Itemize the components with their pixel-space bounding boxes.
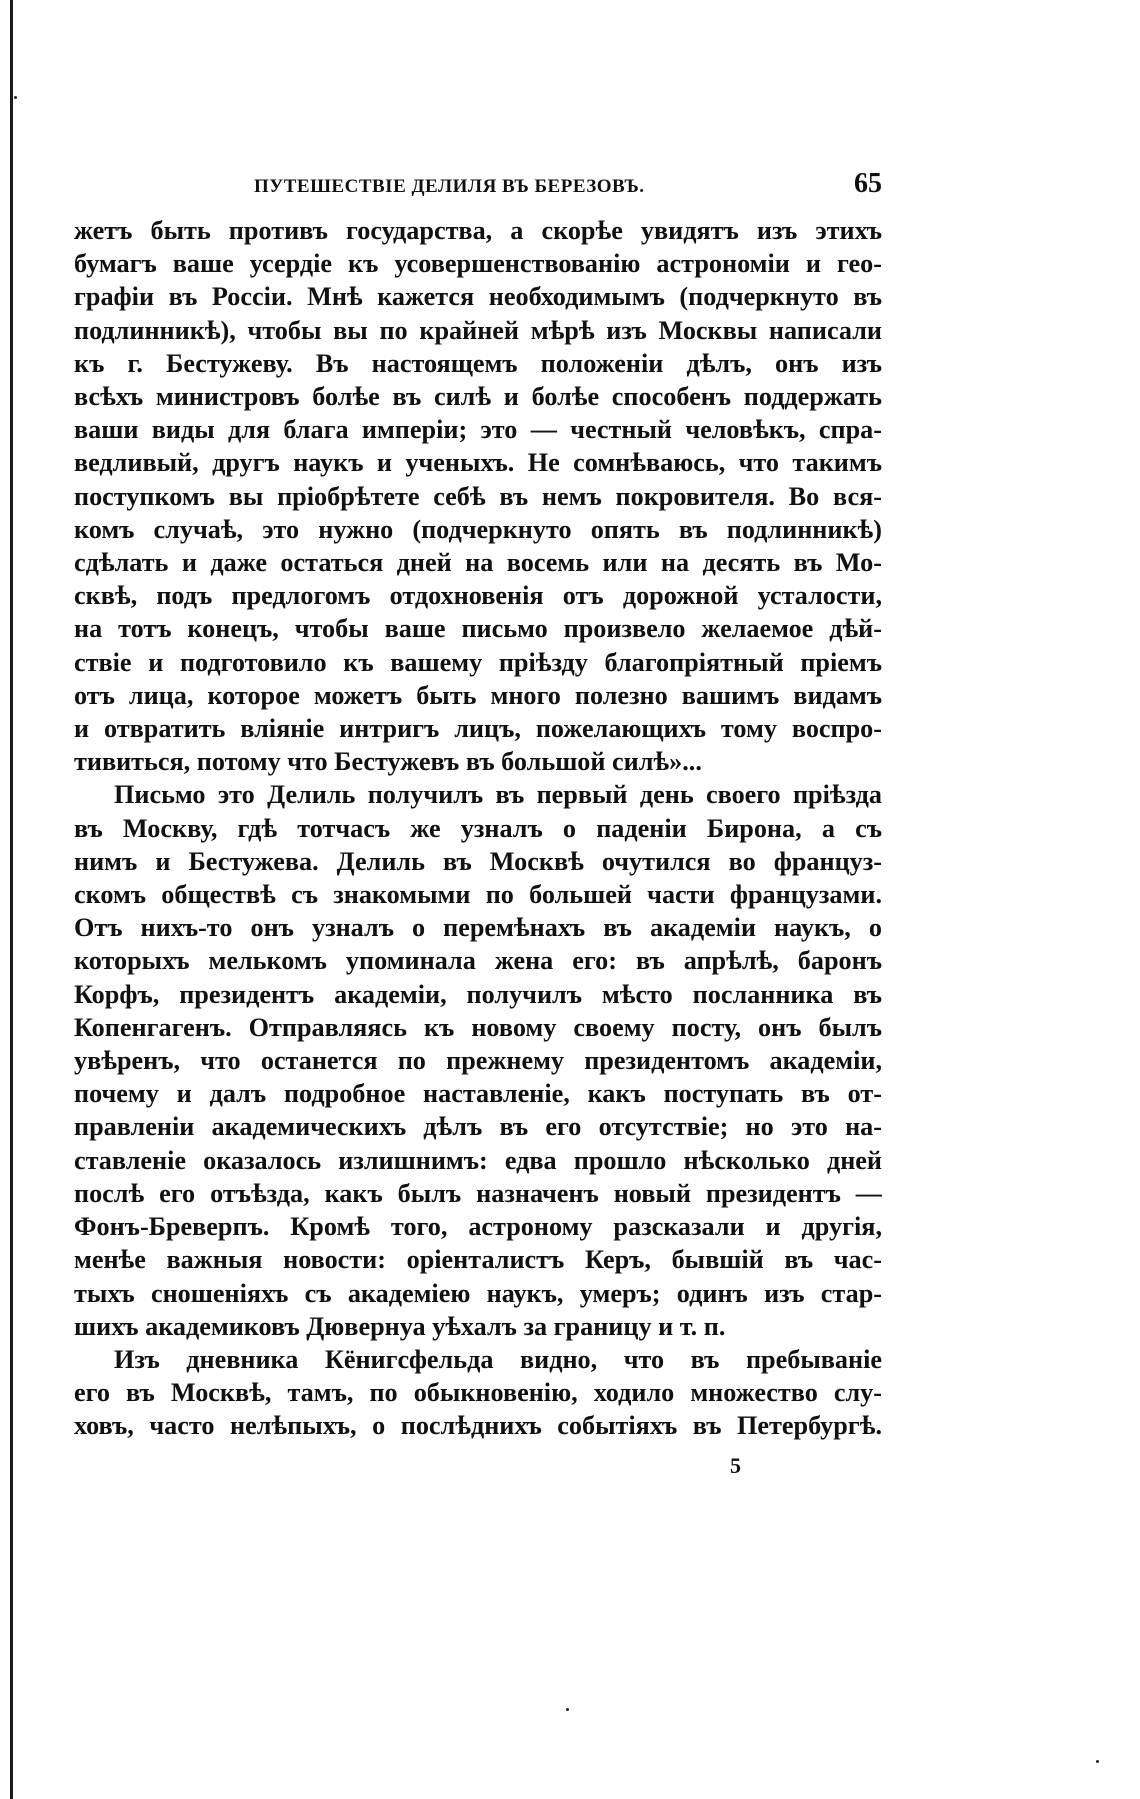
scan-speck xyxy=(14,96,17,99)
text-line: отъ лица, которое можетъ быть много полезно вашимъ видамъ xyxy=(74,680,882,710)
scan-speck xyxy=(566,1708,569,1711)
text-line: Изъ дневника Кёнигсфельда видно, что въ пребываніе xyxy=(114,1344,882,1374)
page-number: 65 xyxy=(854,168,882,199)
text-line: на тотъ конецъ, чтобы ваше письмо произвело желаемое дѣй- xyxy=(74,614,882,644)
text-line: и отвратить вліяніе интригъ лицъ, пожелающихъ тому воспро- xyxy=(74,714,882,744)
text-line: его въ Москвѣ, тамъ, по обыкновенію, ходило множество слу- xyxy=(74,1378,882,1408)
text-line: ствіе и подготовило къ вашему пріѣзду благопріятный пріемъ xyxy=(74,647,882,677)
text-line: жетъ быть противъ государства, а скорѣе увидятъ изъ этихъ xyxy=(74,216,882,245)
text-line: ведливый, другъ наукъ и ученыхъ. Не сомнѣваюсь, что такимъ xyxy=(74,448,882,478)
text-line: менѣе важныя новости: оріенталистъ Керъ, бывшій въ час- xyxy=(74,1245,882,1275)
text-line: тивиться, потому что Бестужевъ въ большой силѣ»... xyxy=(74,747,702,777)
text-line: Фонъ-Бреверпъ. Кромѣ того, астроному разсказали и другія, xyxy=(74,1212,882,1242)
text-line: Отъ нихъ-то онъ узналъ о перемѣнахъ въ академіи наукъ, о xyxy=(74,913,882,943)
text-line: ставленіе оказалось излишнимъ: едва прошло нѣсколько дней xyxy=(74,1145,882,1175)
text-line: правленіи академическихъ дѣлъ въ его отсутствіе; но это на- xyxy=(74,1112,882,1142)
book-page xyxy=(74,168,882,1479)
text-line: тыхъ сношеніяхъ съ академіею наукъ, умеръ; одинъ изъ стар- xyxy=(74,1278,882,1308)
running-head xyxy=(74,168,882,208)
text-line: скомъ обществѣ съ знакомыми по большей части французами. xyxy=(74,880,882,910)
text-line: всѣхъ министровъ болѣе въ силѣ и болѣе способенъ поддержать xyxy=(74,382,882,412)
text-line: бумагъ ваше усердіе къ усовершенствованію астрономіи и гео- xyxy=(74,249,882,279)
text-line: которыхъ мелькомъ упоминала жена его: въ апрѣлѣ, баронъ xyxy=(74,946,882,976)
scan-speck xyxy=(1096,1760,1099,1763)
text-line: графіи въ Россіи. Мнѣ кажется необходимымъ (подчеркнуто въ xyxy=(74,282,882,312)
text-line: шихъ академиковъ Дювернуа уѣхалъ за границу и т. п. xyxy=(74,1311,726,1341)
body-text xyxy=(74,214,882,1443)
text-line: Копенгагенъ. Отправляясь къ новому своему посту, онъ былъ xyxy=(74,1012,882,1042)
text-line: ховъ, часто нелѣпыхъ, о послѣднихъ событіяхъ въ Петербургѣ. xyxy=(74,1411,882,1441)
text-line: Корфъ, президентъ академіи, получилъ мѣсто посланника въ xyxy=(74,979,882,1009)
running-title: ПУТЕШЕСТВІЕ ДЕЛИЛЯ ВЪ БЕРЕЗОВЪ. xyxy=(254,176,645,197)
text-line: послѣ его отъѣзда, какъ былъ назначенъ новый президентъ — xyxy=(74,1178,882,1208)
text-line: подлинникѣ), чтобы вы по крайней мѣрѣ изъ Москвы написали xyxy=(74,315,882,345)
text-line: ваши виды для блага имперіи; это — честный человѣкъ, спра- xyxy=(74,415,882,445)
text-line: почему и далъ подробное наставленіе, какъ поступать въ от- xyxy=(74,1079,882,1109)
text-line: увѣренъ, что останется по прежнему президентомъ академіи, xyxy=(74,1046,882,1076)
text-line: комъ случаѣ, это нужно (подчеркнуто опять въ подлинникѣ) xyxy=(74,514,882,544)
text-line: къ г. Бестужеву. Въ настоящемъ положеніи дѣлъ, онъ изъ xyxy=(74,348,882,378)
text-line: сдѣлать и даже остаться дней на восемь или на десять въ Мо- xyxy=(74,548,882,578)
text-line: нимъ и Бестужева. Делиль въ Москвѣ очутился во француз- xyxy=(74,846,882,876)
text-line: поступкомъ вы пріобрѣтете себѣ въ немъ покровителя. Во вся- xyxy=(74,481,882,511)
text-line: въ Москву, гдѣ тотчасъ же узналъ о паденіи Бирона, а съ xyxy=(74,813,882,843)
signature-mark: 5 xyxy=(730,1452,741,1478)
scan-edge-shadow xyxy=(10,0,13,1799)
text-line: сквѣ, подъ предлогомъ отдохновенія отъ дорожной усталости, xyxy=(74,581,882,611)
text-line: Письмо это Делиль получилъ въ первый день своего пріѣзда xyxy=(114,780,882,810)
